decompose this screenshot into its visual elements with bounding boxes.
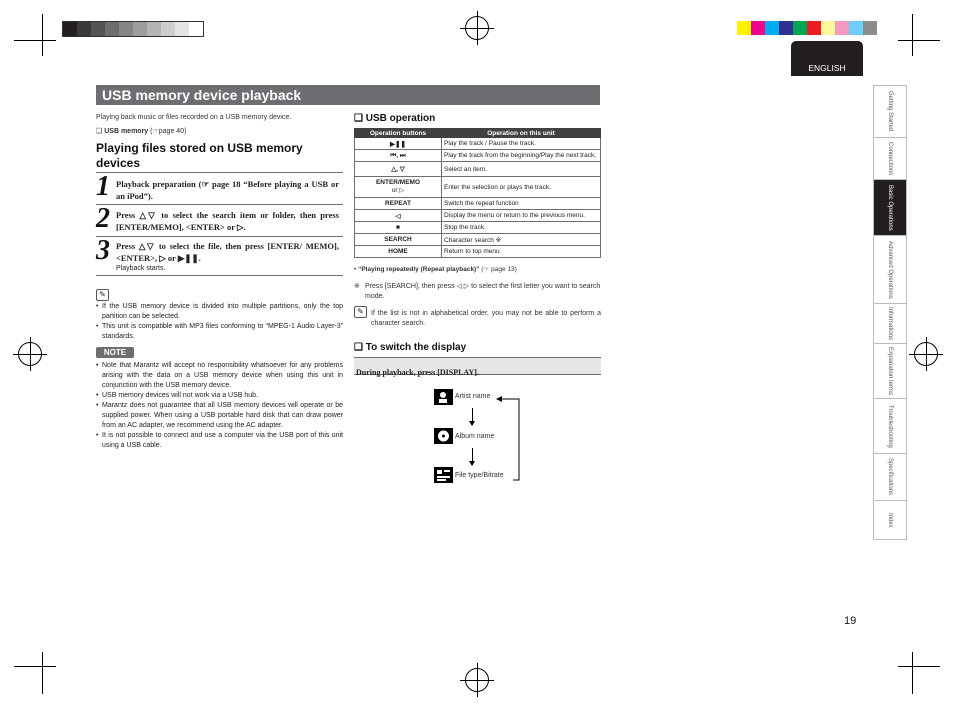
- side-tab-label: Index: [887, 512, 893, 528]
- side-tab[interactable]: [874, 86, 906, 138]
- crop-mark: [14, 40, 56, 41]
- gray-swatch: [189, 22, 203, 36]
- step-number: 2: [96, 203, 110, 234]
- gray-swatch: [105, 22, 119, 36]
- table-header-row: [355, 129, 601, 138]
- gray-swatch: [161, 22, 175, 36]
- side-tab-active[interactable]: [874, 180, 906, 236]
- page-number: 19: [844, 615, 857, 627]
- table-row: [355, 210, 601, 222]
- usb-operation-table: [354, 128, 601, 258]
- gray-swatch: [133, 22, 147, 36]
- button-cell: ⏮, ⏭: [355, 150, 442, 162]
- search-memo: If the list is not in alphabetical order, you may not be able to perform a character search.: [371, 310, 601, 327]
- search-note: [354, 282, 601, 302]
- crop-mark: [42, 652, 43, 694]
- color-swatch: [751, 21, 765, 35]
- action-cell: Enter the selection or plays the track.: [442, 177, 601, 198]
- color-swatch: [863, 21, 877, 35]
- gray-swatch: [63, 22, 77, 36]
- arrow-down-icon: [472, 408, 473, 425]
- usb-operation-title: USB operation: [365, 113, 436, 124]
- color-swatch: [765, 21, 779, 35]
- step-text: Press △▽ to select the file, then press [ENTER/ MEMO], <ENTER>, ▷ or ▶❚❚.: [116, 241, 339, 263]
- page-title: USB memory device playback: [96, 85, 600, 105]
- display-item-label: Artist name: [455, 393, 491, 400]
- loop-back-arrow: [495, 393, 523, 483]
- list-item: • Marantz does not guarantee that all USB memory devices will operate or be supplied power. When using a USB portable hard disk that can draw power from an AC adapter, we recommend using the AC adapter.: [96, 401, 343, 431]
- step-number: 3: [96, 235, 110, 266]
- color-swatch: [737, 21, 751, 35]
- gray-swatch: [77, 22, 91, 36]
- step-number: 1: [96, 171, 110, 202]
- registration-mark: [465, 668, 489, 692]
- search-note-text: Press [SEARCH], then press ◁ ▷ to select the first letter you want to search mode.: [365, 283, 601, 300]
- gray-swatch: [119, 22, 133, 36]
- side-tab-label: Explanation terms: [887, 346, 893, 396]
- side-tab-label: Connections: [887, 141, 893, 176]
- side-tab[interactable]: [874, 454, 906, 501]
- gray-swatch: [147, 22, 161, 36]
- step-text: Playback preparation (☞ page 18 “Before playing a USB or an iPod”).: [116, 179, 339, 201]
- display-item-label: File type/Bitrate: [455, 472, 504, 479]
- action-cell: Return to top menu: [442, 246, 601, 258]
- table-row: [355, 150, 601, 162]
- list-item: • USB memory devices will not work via a USB hub.: [96, 391, 343, 401]
- side-tab[interactable]: [874, 501, 906, 539]
- repeat-footnote: • “Playing repeatedly (Repeat playback)” (☞ page 13): [354, 266, 517, 273]
- album-display-icon: [434, 428, 453, 444]
- crop-mark: [14, 666, 56, 667]
- registration-mark: [914, 342, 938, 366]
- color-swatch: [779, 21, 793, 35]
- button-cell: HOME: [355, 246, 442, 258]
- file-info-icon: [435, 468, 452, 482]
- action-cell: Play the track from the beginning/Play the next track.: [442, 150, 601, 162]
- button-cell: SEARCH: [355, 234, 442, 246]
- reference-label: USB memory: [104, 128, 149, 135]
- registration-mark: [18, 342, 42, 366]
- asterisk-icon: ※: [354, 283, 360, 290]
- display-instruction: During playback, press [DISPLAY].: [356, 368, 479, 377]
- action-cell: Character search ※: [442, 234, 601, 246]
- artist-display-icon: [434, 389, 453, 405]
- memo-pencil-icon: ✎: [354, 306, 367, 318]
- table-row: [355, 138, 601, 150]
- action-cell: Play the track / Pause the track.: [442, 138, 601, 150]
- column-header: Operation buttons: [355, 129, 442, 138]
- button-cell: △, ▽: [355, 162, 442, 177]
- color-swatch: [821, 21, 835, 35]
- chapter-side-tabs: [873, 85, 907, 540]
- table-row: [355, 234, 601, 246]
- side-tab-label: Getting Started: [887, 91, 893, 132]
- action-cell: Switch the repeat function: [442, 198, 601, 210]
- color-swatch: [849, 21, 863, 35]
- gray-swatch: [91, 22, 105, 36]
- color-swatch: [793, 21, 807, 35]
- list-item: • This unit is compatible with MP3 files conforming to “MPEG-1 Audio Layer-3” standards.: [96, 322, 343, 342]
- list-item: • Note that Marantz will accept no responsibility whatsoever for any problems arising with the data on a USB memory device when using this unit in conjunction with the USB memory device.: [96, 361, 343, 391]
- column-header: Operation on this unit: [442, 129, 601, 138]
- step-3: [96, 236, 343, 276]
- side-tab-label: Informations: [887, 306, 893, 340]
- action-cell: Select an item.: [442, 162, 601, 177]
- action-cell: Display the menu or return to the previous menu.: [442, 210, 601, 222]
- list-item: • It is not possible to connect and use a computer via the USB port of this unit using a USB cable.: [96, 431, 343, 451]
- button-cell: ◁: [355, 210, 442, 222]
- table-row: [355, 177, 601, 198]
- memo-list: [96, 302, 343, 342]
- step-text: Press △▽ to select the search item or folder, then press [ENTER/MEMO], <ENTER> or ▷.: [116, 210, 339, 232]
- side-tab-label: Specifications: [887, 458, 893, 496]
- table-row: [355, 198, 601, 210]
- side-tab[interactable]: [874, 138, 906, 180]
- side-tab[interactable]: [874, 344, 906, 399]
- registration-mark: [465, 16, 489, 40]
- language-tab: ENGLISH: [791, 41, 863, 76]
- button-cell: ▶❚❚: [355, 138, 442, 150]
- usb-memory-reference: ❑ USB memory (☞page 40): [96, 128, 187, 135]
- gray-scale-strip: [62, 21, 204, 37]
- table-row: [355, 222, 601, 234]
- crop-mark: [42, 14, 43, 56]
- reference-page: page 40): [158, 128, 187, 135]
- color-swatch: [835, 21, 849, 35]
- list-item: • If the USB memory device is divided into multiple partitions, only the top partition can be selected.: [96, 302, 343, 322]
- note-badge: NOTE: [96, 347, 134, 358]
- square-bullet-icon: ❑: [354, 113, 363, 124]
- side-tab[interactable]: [874, 399, 906, 454]
- button-label: ENTER/MEMO: [375, 179, 421, 186]
- action-cell: Stop the track.: [442, 222, 601, 234]
- crop-mark: [898, 666, 940, 667]
- button-cell: ■: [355, 222, 442, 234]
- button-cell: [355, 177, 442, 198]
- side-tab-label: Basic Operations: [887, 184, 893, 231]
- side-tab[interactable]: [874, 236, 906, 304]
- step-sub-text: Playback starts.: [116, 265, 166, 272]
- button-cell: REPEAT: [355, 198, 442, 210]
- memo-pencil-icon: ✎: [96, 289, 109, 301]
- crop-mark: [912, 14, 913, 56]
- square-bullet-icon: ❑: [96, 128, 103, 135]
- color-calibration-strip: [737, 21, 877, 35]
- table-row: [355, 162, 601, 177]
- usb-operation-heading: [354, 111, 435, 126]
- switch-display-heading: [354, 340, 466, 355]
- section-heading: Playing files stored on USB memory devices: [96, 141, 303, 170]
- step-2: [96, 204, 343, 236]
- file-type-display-icon: [434, 467, 453, 483]
- square-bullet-icon: ❑: [354, 342, 363, 353]
- disc-icon: [435, 429, 452, 443]
- button-label-alt: or ▷: [391, 187, 405, 194]
- person-icon: [435, 390, 452, 404]
- side-tab[interactable]: [874, 304, 906, 344]
- arrow-down-icon: [472, 448, 473, 465]
- note-list: [96, 361, 343, 451]
- step-1: [96, 172, 343, 204]
- side-tab-label: Troubleshooting: [887, 404, 893, 448]
- color-swatch: [807, 21, 821, 35]
- gray-swatch: [175, 22, 189, 36]
- footnote-text: “Playing repeatedly (Repeat playback)”: [358, 266, 480, 273]
- crop-mark: [912, 652, 913, 694]
- footnote-page: (☞ page 13): [481, 266, 517, 273]
- switch-display-title: To switch the display: [365, 342, 467, 353]
- table-row: [355, 246, 601, 258]
- display-item-label: Album name: [455, 433, 495, 440]
- crop-mark: [898, 40, 940, 41]
- side-tab-label: Advanced Operations: [887, 240, 893, 299]
- book-reference-icon: ☞: [152, 128, 159, 135]
- intro-text: Playing back music or files recorded on a USB memory device.: [96, 114, 292, 121]
- display-instruction-box: [354, 357, 601, 375]
